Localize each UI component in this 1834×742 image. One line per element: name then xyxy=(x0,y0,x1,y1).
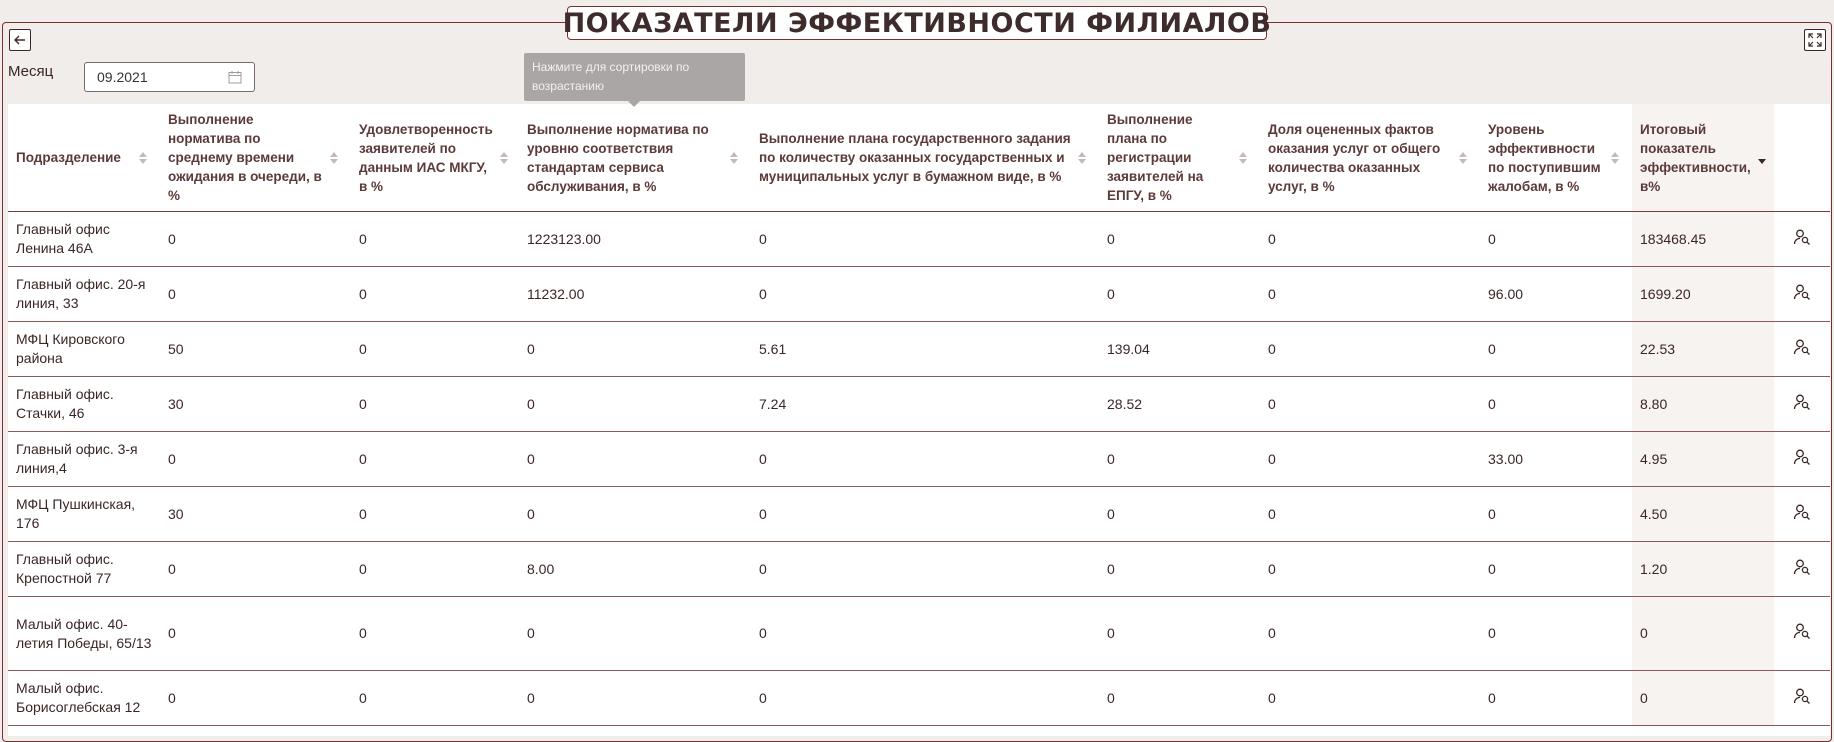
column-header-label: Итоговый показатель эффективности, в% xyxy=(1640,121,1751,194)
cell-value: 0 xyxy=(351,377,519,432)
row-action-cell xyxy=(1774,432,1830,487)
cell-value: 0 xyxy=(160,671,351,726)
cell-value: 0 xyxy=(1260,212,1480,267)
cell-value: 0 xyxy=(1260,597,1480,671)
cell-subdivision: Главный офис Ленина 46А xyxy=(8,212,160,267)
cell-value: 5.61 xyxy=(751,322,1099,377)
row-action-cell xyxy=(1774,542,1830,597)
sort-icon[interactable] xyxy=(729,151,739,165)
cell-value: 0 xyxy=(351,432,519,487)
cell-value: 0 xyxy=(1480,487,1632,542)
calendar-icon[interactable] xyxy=(228,70,242,84)
user-search-icon[interactable] xyxy=(1793,558,1811,581)
table-row[interactable] xyxy=(8,432,1830,487)
column-header-label: Доля оцененных фактов оказания услуг от общего количества оказанных услуг, в % xyxy=(1268,121,1441,194)
cell-value: 0 xyxy=(1480,212,1632,267)
column-header-1[interactable] xyxy=(160,104,351,212)
cell-value: 0 xyxy=(1099,487,1260,542)
table-row[interactable] xyxy=(8,542,1830,597)
column-header-label: Выполнение норматива по уровню соответствия стандартам сервиса обслуживания, в % xyxy=(527,121,709,194)
column-header-3[interactable] xyxy=(519,104,751,212)
cell-subdivision: МФЦ Пушкинская, 176 xyxy=(8,487,160,542)
sort-icon[interactable] xyxy=(1077,151,1087,165)
cell-value: 0 xyxy=(1632,671,1774,726)
cell-value: 0 xyxy=(1099,212,1260,267)
table-row[interactable] xyxy=(8,322,1830,377)
cell-value: 0 xyxy=(1480,597,1632,671)
column-header-4[interactable] xyxy=(751,104,1099,212)
cell-value: 0 xyxy=(1632,597,1774,671)
cell-value: 0 xyxy=(1480,377,1632,432)
page-title-box xyxy=(562,6,1272,40)
table-row[interactable] xyxy=(8,671,1830,726)
cell-subdivision: Малый офис. Борисоглебская 12 xyxy=(8,671,160,726)
column-header-8[interactable] xyxy=(1632,104,1774,212)
cell-value: 0 xyxy=(1260,671,1480,726)
cell-value: 8.80 xyxy=(1632,377,1774,432)
fullscreen-icon xyxy=(1808,33,1822,47)
column-header-0[interactable] xyxy=(8,104,160,212)
table-row[interactable] xyxy=(8,267,1830,322)
efficiency-table xyxy=(8,104,1830,736)
sort-icon[interactable] xyxy=(329,151,339,165)
cell-value: 28.52 xyxy=(1099,377,1260,432)
sort-icon[interactable] xyxy=(1757,151,1767,165)
sort-icon[interactable] xyxy=(1238,151,1248,165)
page-title: ПОКАЗАТЕЛИ ЭФФЕКТИВНОСТИ ФИЛИАЛОВ xyxy=(562,7,1272,39)
row-action-cell xyxy=(1774,487,1830,542)
cell-value: 0 xyxy=(351,542,519,597)
column-header-7[interactable] xyxy=(1480,104,1632,212)
column-header-5[interactable] xyxy=(1099,104,1260,212)
cell-value: 0 xyxy=(160,432,351,487)
cell-value: 0 xyxy=(751,671,1099,726)
cell-subdivision: Главный офис. 3-я линия,4 xyxy=(8,432,160,487)
cell-value: 1699.20 xyxy=(1632,267,1774,322)
cell-value: 0 xyxy=(751,212,1099,267)
cell-value: 0 xyxy=(1099,597,1260,671)
cell-value: 0 xyxy=(1260,322,1480,377)
month-label: Месяц xyxy=(8,63,54,80)
cell-value: 0 xyxy=(160,267,351,322)
cell-value: 0 xyxy=(519,322,751,377)
cell-value: 30 xyxy=(160,377,351,432)
cell-value: 0 xyxy=(519,432,751,487)
user-search-icon[interactable] xyxy=(1793,448,1811,471)
cell-subdivision: МФЦ Кировского района xyxy=(8,322,160,377)
cell-value: 0 xyxy=(519,487,751,542)
column-header-actions xyxy=(1774,104,1830,212)
cell-value: 0 xyxy=(1260,377,1480,432)
cell-subdivision: Главный офис. 20-я линия, 33 xyxy=(8,267,160,322)
cell-value: 8.00 xyxy=(519,542,751,597)
column-header-label: Выполнение плана государственного задания по количеству оказанных государственных и муниципальных услуг в бумажном виде, в % xyxy=(759,131,1071,184)
cell-value: 7.24 xyxy=(751,377,1099,432)
cell-subdivision: Главный офис. Крепостной 77 xyxy=(8,542,160,597)
user-search-icon[interactable] xyxy=(1793,687,1811,710)
cell-value: 22.53 xyxy=(1632,322,1774,377)
cell-value: 0 xyxy=(519,597,751,671)
sort-icon[interactable] xyxy=(1610,151,1620,165)
cell-value: 33.00 xyxy=(1480,432,1632,487)
cell-value: 0 xyxy=(1260,542,1480,597)
cell-value: 0 xyxy=(1099,267,1260,322)
cell-value: 0 xyxy=(351,322,519,377)
cell-value: 0 xyxy=(751,542,1099,597)
sort-tooltip: Нажмите для сортировки по возрастанию xyxy=(524,53,745,101)
arrow-left-icon xyxy=(13,33,27,47)
cell-value: 0 xyxy=(351,212,519,267)
cell-value: 0 xyxy=(1480,322,1632,377)
sort-icon[interactable] xyxy=(138,151,148,165)
cell-value: 11232.00 xyxy=(519,267,751,322)
row-action-cell xyxy=(1774,212,1830,267)
row-action-cell xyxy=(1774,267,1830,322)
column-header-label: Уровень эффективности по поступившим жалобам, в % xyxy=(1488,121,1601,194)
row-action-cell xyxy=(1774,377,1830,432)
cell-value: 0 xyxy=(519,377,751,432)
cell-value: 0 xyxy=(1099,542,1260,597)
table-body xyxy=(8,212,1830,726)
cell-value: 1.20 xyxy=(1632,542,1774,597)
cell-value: 0 xyxy=(1480,671,1632,726)
cell-value: 0 xyxy=(751,487,1099,542)
cell-value: 0 xyxy=(160,542,351,597)
user-search-icon[interactable] xyxy=(1793,503,1811,526)
row-action-cell xyxy=(1774,597,1830,671)
column-header-2[interactable] xyxy=(351,104,519,212)
cell-value: 50 xyxy=(160,322,351,377)
cell-value: 0 xyxy=(1099,432,1260,487)
sort-icon[interactable] xyxy=(499,151,509,165)
user-search-icon[interactable] xyxy=(1793,283,1811,306)
row-action-cell xyxy=(1774,322,1830,377)
cell-value: 0 xyxy=(160,597,351,671)
month-input[interactable] xyxy=(84,62,255,92)
cell-value: 0 xyxy=(351,267,519,322)
table-row[interactable] xyxy=(8,377,1830,432)
user-search-icon[interactable] xyxy=(1793,228,1811,251)
column-header-label: Удовлетворенность заявителей по данным ИАС МКГУ, в % xyxy=(359,121,493,194)
table-row[interactable] xyxy=(8,487,1830,542)
table-row[interactable] xyxy=(8,597,1830,671)
column-header-label: Выполнение плана по регистрации заявителей на ЕПГУ, в % xyxy=(1107,112,1204,203)
user-search-icon[interactable] xyxy=(1793,393,1811,416)
column-header-label: Выполнение норматива по среднему времени ожидания в очереди, в % xyxy=(168,112,322,203)
cell-value: 0 xyxy=(160,212,351,267)
column-header-6[interactable] xyxy=(1260,104,1480,212)
month-value: 09.2021 xyxy=(97,69,148,85)
cell-value: 183468.45 xyxy=(1632,212,1774,267)
cell-value: 4.95 xyxy=(1632,432,1774,487)
table-row[interactable] xyxy=(8,212,1830,267)
cell-value: 0 xyxy=(351,487,519,542)
cell-value: 1223123.00 xyxy=(519,212,751,267)
cell-value: 0 xyxy=(1260,267,1480,322)
cell-value: 96.00 xyxy=(1480,267,1632,322)
cell-value: 0 xyxy=(351,597,519,671)
cell-value: 0 xyxy=(519,671,751,726)
cell-value: 0 xyxy=(751,597,1099,671)
cell-value: 0 xyxy=(351,671,519,726)
user-search-icon[interactable] xyxy=(1793,622,1811,645)
table-header-row xyxy=(8,104,1830,212)
column-header-label: Подразделение xyxy=(16,150,121,165)
cell-value: 0 xyxy=(1260,487,1480,542)
back-button[interactable] xyxy=(9,29,31,51)
cell-value: 0 xyxy=(1099,671,1260,726)
cell-value: 30 xyxy=(160,487,351,542)
cell-value: 0 xyxy=(1260,432,1480,487)
row-action-cell xyxy=(1774,671,1830,726)
user-search-icon[interactable] xyxy=(1793,338,1811,361)
cell-value: 0 xyxy=(751,267,1099,322)
cell-value: 139.04 xyxy=(1099,322,1260,377)
cell-subdivision: Главный офис. Стачки, 46 xyxy=(8,377,160,432)
fullscreen-button[interactable] xyxy=(1804,29,1826,51)
sort-icon[interactable] xyxy=(1458,151,1468,165)
cell-value: 4.50 xyxy=(1632,487,1774,542)
cell-value: 0 xyxy=(751,432,1099,487)
cell-subdivision: Малый офис. 40-летия Победы, 65/13 xyxy=(8,597,160,671)
cell-value: 0 xyxy=(1480,542,1632,597)
